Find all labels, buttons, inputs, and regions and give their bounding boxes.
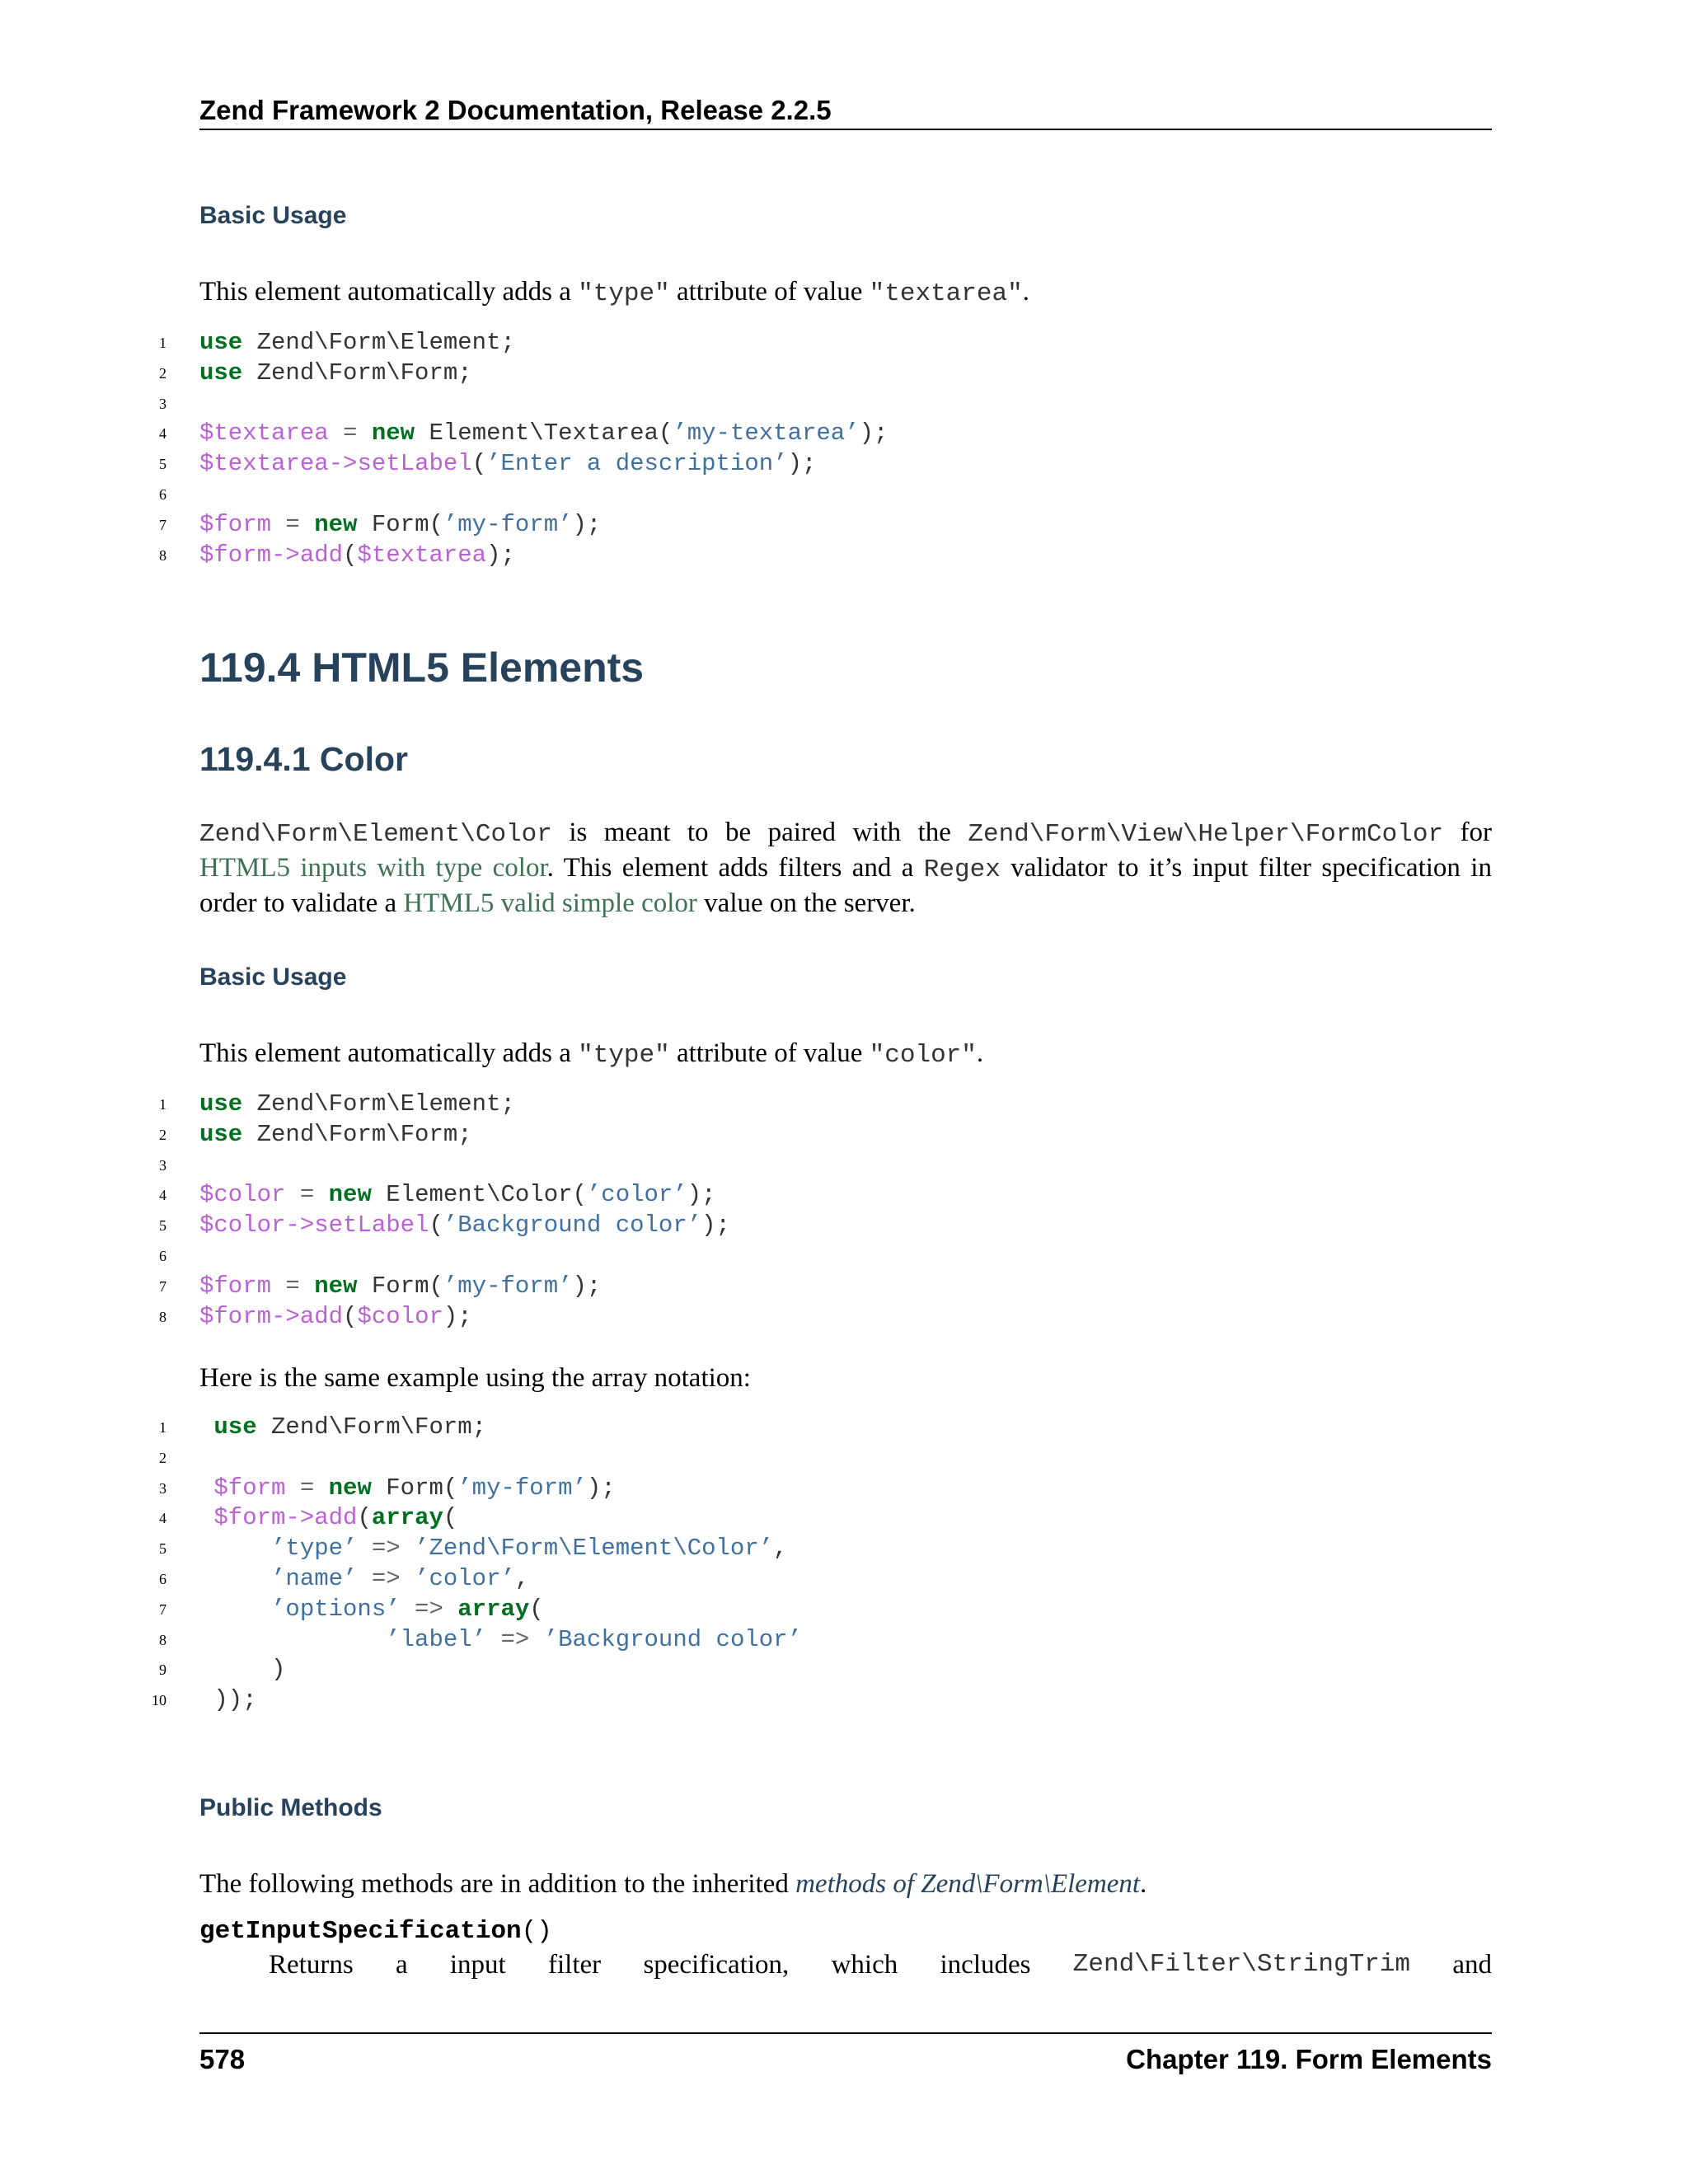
chapter-title: Chapter 119. Form Elements [1126,2044,1492,2074]
code-line: 1 use Zend\Form\Element; [159,1090,515,1118]
html5-simple-color-link[interactable]: HTML5 valid simple color [403,888,697,918]
code-line: 1 use Zend\Form\Form; [159,1413,487,1441]
code-line: 2 [159,1449,166,1466]
color-intro: This element automatically adds a "type" attribute of value "color". [199,1038,984,1070]
code-line: 7 ’options’ => array( [159,1595,544,1623]
basic-usage-heading-color: Basic Usage [199,963,347,991]
running-header [199,92,1492,129]
color-description: Zend\Form\Element\Color is meant to be paired with the Zend\Form\View\Helper\FormColor for HTML5 inputs with type color. This element adds filters and a Regex validator to it’s input filter specification in order to validate a HTML5 valid simple color value on the server. [199,818,1492,918]
code-line: 1 use Zend\Form\Element; [159,329,515,356]
basic-usage-heading-textarea: Basic Usage [199,202,347,229]
code-line: 3 $form = new Form(’my-form’); [159,1474,616,1502]
code-line: 7 $form = new Form(’my-form’); [159,1272,602,1300]
code-line: 9 ) [159,1656,286,1684]
code-line: 8 ’label’ => ’Background color’ [159,1625,802,1653]
code-block-array [148,1413,1492,1716]
code-line: 3 [159,1156,166,1174]
code-line: 8 $form->add($textarea); [159,541,515,569]
code-line: 10 )); [152,1686,257,1714]
code-block-color [148,1090,1492,1332]
header-rule [199,129,1492,130]
code-line: 4 $color = new Element\Color(’color’); [159,1181,716,1209]
code-line: 2 use Zend\Form\Form; [159,1120,472,1148]
page-number: 578 [199,2044,246,2074]
code-line: 5 $color->setLabel(’Background color’); [159,1212,730,1240]
textarea-intro: This element automatically adds a "type" attribute of value "textarea". [199,277,1029,308]
code-line: 4 $textarea = new Element\Textarea(’my-textarea’); [159,419,889,448]
code-line: 3 [159,395,166,412]
zend-form-element-methods-link[interactable]: methods of Zend\Form\Element [795,1869,1141,1899]
public-methods-intro: The following methods are in addition to the inherited methods of Zend\Form\Element. [199,1869,1147,1899]
code-line: 7 $form = new Form(’my-form’); [159,510,602,538]
public-methods-heading: Public Methods [199,1794,382,1821]
footer-rule [199,2032,1492,2034]
code-line: 5 ’type’ => ’Zend\Form\Element\Color’, [159,1535,788,1563]
method-name: getInputSpecification [199,1917,522,1946]
array-notation-intro: Here is the same example using the array notation: [199,1363,751,1393]
code-line: 6 [159,1247,166,1264]
code-block-textarea [148,328,1492,570]
code-line: 6 ’name’ => ’color’, [159,1564,530,1592]
header-title: Zend Framework 2 Documentation, Release 2.2.5 [199,95,832,125]
method-description: Returns a input filter specification, which includes Zend\Filter\StringTrim and [269,1950,1492,1980]
section-heading-html5-elements: 119.4 HTML5 Elements [199,644,645,691]
method-signature: getInputSpecification() [199,1917,552,1946]
subsection-heading-color: 119.4.1 Color [199,740,408,778]
code-line: 5 $textarea->setLabel(’Enter a description’); [159,450,817,478]
code-line: 4 $form->add(array( [159,1504,458,1532]
code-line: 6 [159,485,166,503]
html5-color-input-link[interactable]: HTML5 inputs with type color [199,853,547,883]
code-line: 8 $form->add($color); [159,1302,472,1330]
code-line: 2 use Zend\Form\Form; [159,359,472,387]
